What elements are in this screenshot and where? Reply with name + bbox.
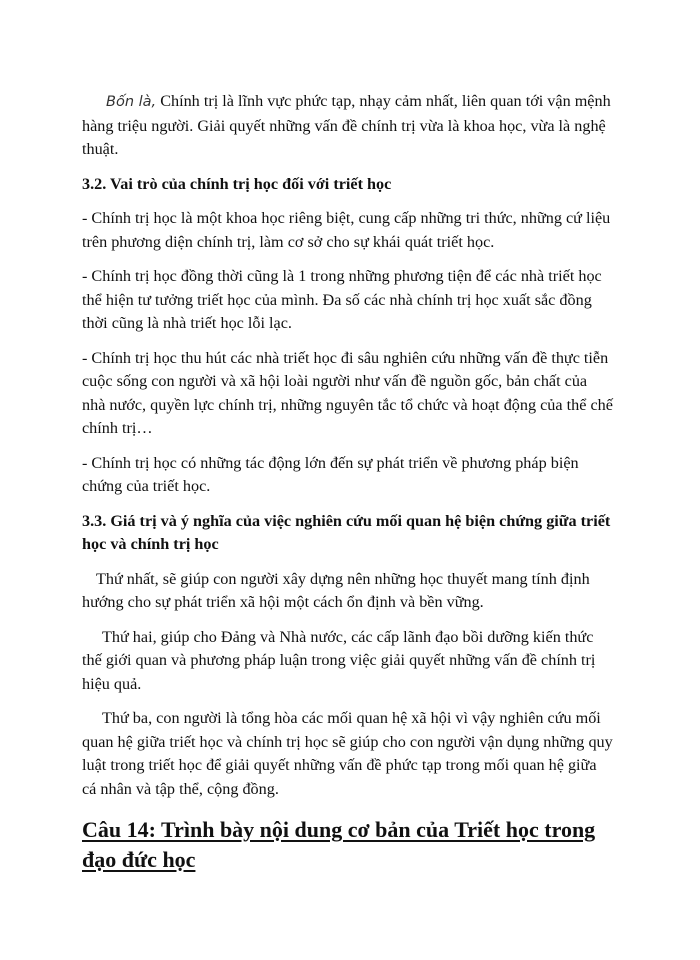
question-14-heading: Câu 14: Trình bày nội dung cơ bản của Triết học trong đạo đức học [82,817,596,872]
section-3-3-item-first: Thứ nhất, sẽ giúp con người xây dựng nên những học thuyết mang tính định hướng cho sự phát triển xã hội một cách ổn định và bền vững. [82,569,590,611]
section-3-2-item: - Chính trị học đồng thời cũng là 1 trong những phương tiện để các nhà triết học thể hiện tư tưởng triết học của mình. Đa số các nhà chính trị học xuất sắc đồng thời cũng là nhà triết học lỗi lạc. [82,267,602,332]
document-page [82,90,614,875]
section-3-2-item: - Chính trị học có những tác động lớn đến sự phát triển về phương pháp biện chứng của triết học. [82,453,579,495]
section-3-3-item-third: Thứ ba, con người là tổng hòa các mối quan hệ xã hội vì vậy nghiên cứu mối quan hệ giữa triết học và chính trị học sẽ giúp cho con người vận dụng những quy luật trong triết học để giải quyết những vấn đề phức tạp trong mối quan hệ giữa cá nhân và tập thể, cộng đồng. [82,709,613,798]
intro-text: Chính trị là lĩnh vực phức tạp, nhạy cảm nhất, liên quan tới vận mệnh hàng triệu người. Giải quyết những vấn đề chính trị vừa là khoa học, vừa là nghệ thuật. [82,92,611,158]
section-3-3-item-second: Thứ hai, giúp cho Đảng và Nhà nước, các cấp lãnh đạo bồi dưỡng kiến thức thế giới quan và phương pháp luận trong việc giải quyết những vấn đề chính trị hiệu quả. [82,627,596,693]
section-3-3-heading: 3.3. Giá trị và ý nghĩa của việc nghiên cứu mối quan hệ biện chứng giữa triết học và chính trị học [82,511,611,553]
section-3-2-item: - Chính trị học là một khoa học riêng biệt, cung cấp những tri thức, những cứ liệu trên phương diện chính trị, làm cơ sở cho sự khái quát triết học. [82,209,611,251]
section-3-2-item: - Chính trị học thu hút các nhà triết học đi sâu nghiên cứu những vấn đề thực tiễn cuộc sống con người và xã hội loài người như vấn đề nguồn gốc, bản chất của nhà nước, quyền lực chính trị, những nguyên tắc tổ chức và hoạt động của thể chế chính trị… [82,348,613,437]
section-3-2-heading: 3.2. Vai trò của chính trị học đối với triết học [82,174,392,193]
intro-lead-italic: Bốn là, [106,94,157,110]
intro-paragraph [82,90,614,162]
